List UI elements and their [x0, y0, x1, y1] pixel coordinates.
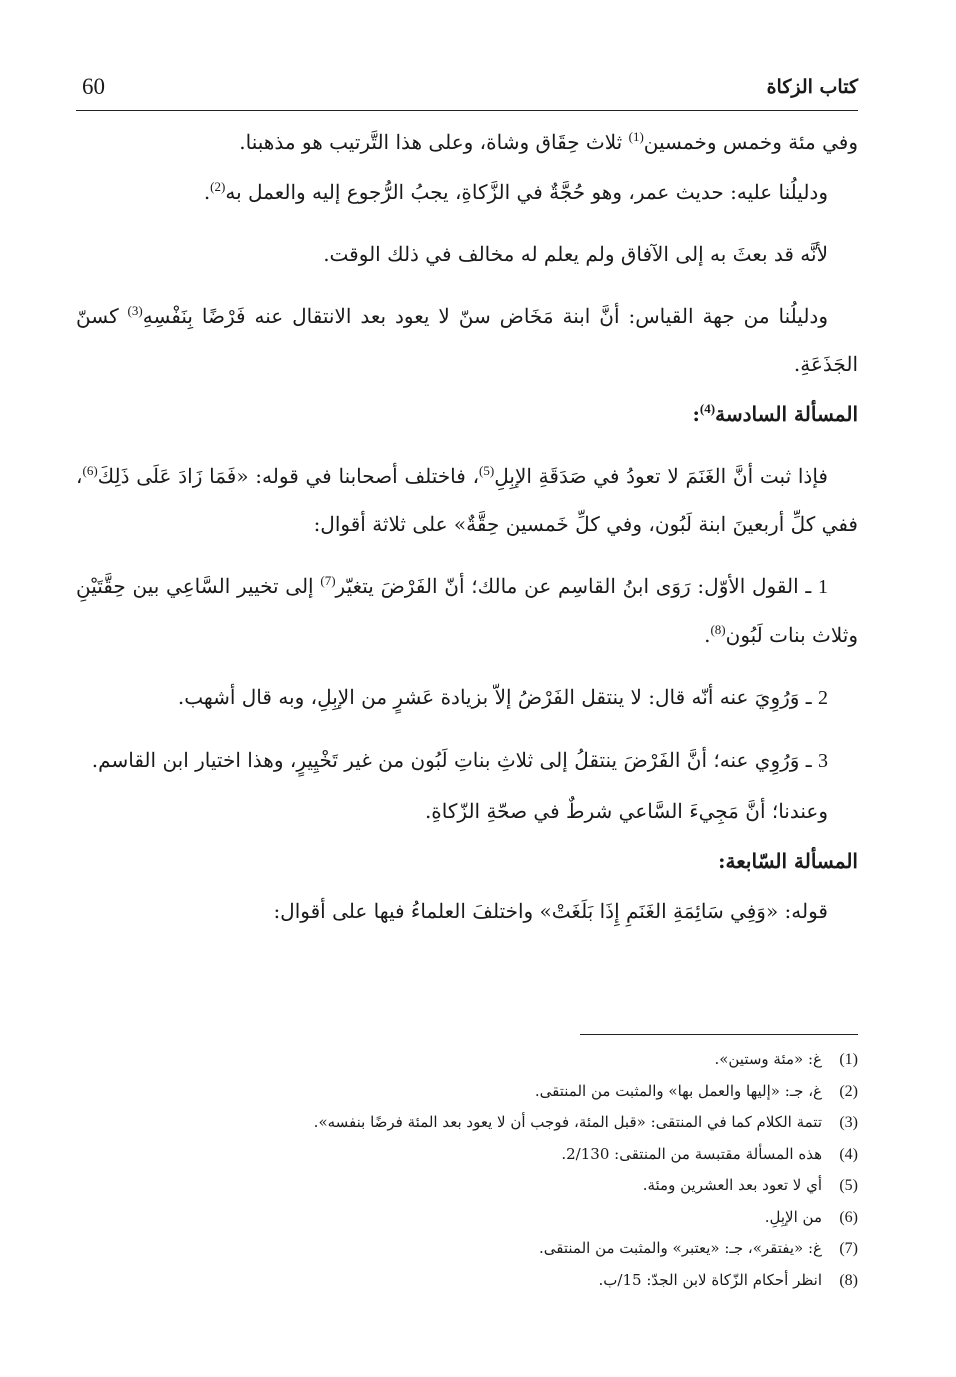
header-rule [76, 110, 858, 111]
heading-sixth-question: المسألة السادسة$^{(4)}$: [692, 401, 858, 426]
paragraph-8: 3 ـ وَرُوِي عنه؛ أنَّ الفَرْضَ ينتقلُ إلى ثلاثِ بناتِ لَبُون من غير تَخْيِيرٍ، وهذا اختيار ابن القاسم. [91, 748, 828, 772]
footnote-ref-6: (6) [82, 463, 98, 478]
footnote-number: (1) [839, 1051, 858, 1068]
footnote-item [178, 1076, 858, 1108]
footnote-rule [580, 1034, 858, 1035]
footnote-number: (4) [839, 1145, 858, 1163]
paragraph-4: ودليلُنا من جهة القياس: أنَّ ابنة مَخَاض سنّ لا يعود بعد الانتقال عنه فَرْضًا بِنَفْسِهِ$^{(3)}$ كسنّ الجَذَعَةِ. [76, 303, 858, 376]
footnote-ref-4: (4) [699, 401, 716, 416]
footnote-number: (7) [839, 1240, 858, 1257]
footnote-number: (8) [839, 1271, 858, 1289]
paragraph-6: 1 ـ القول الأوّل: رَوَى ابنُ القاسِم عن مالك؛ أنّ الفَرْضَ يتغيّر$^{(7)}$ إلى تخيير السَّاعِي بين حِقَّتَيْنِ وثلاث بنات لَبُون$^{(8)}$. [76, 573, 858, 647]
paragraph-7: 2 ـ وَرُوِيَ عنه أنّه قال: لا ينتقل الفَرْضُ إلاّ بزيادة عَشرٍ من الإبِلِ، وبه قال أشهب. [177, 685, 828, 709]
footnote-ref-1: (1) [628, 129, 644, 144]
footnote-item [178, 1107, 858, 1139]
heading-seventh-question: المسألة السّابعة: [718, 849, 858, 873]
paragraph-1: وفي مئة وخمس وخمسين$^{(1)}$ ثلاث حِقَاق وشاة، وعلى هذا التَّرتيب هو مذهبنا. [239, 129, 858, 154]
footnote-number: (5) [839, 1177, 858, 1194]
paragraph-5: فإذا ثبت أنَّ الغَنَمَ لا تعودُ في صَدَقَةِ الإبِلِ$^{(5)}$، فاختلف أصحابنا في قوله: «فَمَا زَادَ عَلَى ذَلِكَ$^{(6)}$، ففي كلِّ أربعينَ ابنة لَبُون، وفي كلِّ خَمسين حِقَّةٌ» على ثلاثة أقوال: [76, 463, 858, 536]
page-header [76, 72, 858, 106]
paragraph-3: لأنَّه قد بعثَ به إلى الآفاق ولم يعلم له مخالف في ذلك الوقت. [323, 242, 828, 266]
footnote-text: غ: «مئة وستين». [714, 1050, 822, 1068]
footnote-text: انظر أحكام الزّكاة لابن الجدّ: 15/ب. [598, 1270, 822, 1289]
footnote-ref-2: (2) [210, 179, 226, 194]
footnotes [178, 1044, 858, 1296]
footnote-item [178, 1265, 858, 1297]
page-number: 60 [82, 74, 105, 99]
paragraph-10: قوله: «وَفِي سَائِمَةِ الغَنَمِ إِذَا بَلَغَتْ» واختلفَ العلماءُ فيها على أقوال: [273, 899, 828, 923]
footnote-ref-3: (3) [127, 303, 143, 318]
footnote-item [178, 1170, 858, 1202]
main-text [76, 118, 858, 935]
footnote-ref-5: (5) [479, 463, 495, 478]
footnote-number: (6) [839, 1208, 858, 1226]
footnote-text: غ: «يفتقر»، جـ: «يعتبر» والمثبت من المنتقى. [539, 1239, 822, 1257]
footnote-number: (3) [839, 1114, 858, 1131]
footnote-text: هذه المسألة مقتبسة من المنتقى: 2/130. [561, 1144, 822, 1163]
footnote-ref-8: (8) [710, 622, 726, 637]
footnote-text: غ، جـ: «إليها والعمل بها» والمثبت من المنتقى. [534, 1081, 822, 1100]
footnote-text: أي لا تعود بعد العشرين ومئة. [642, 1176, 822, 1194]
paragraph-9: وعندنا؛ أنَّ مَجِيءَ السَّاعي شرطٌ في صحّةِ الزّكاةِ. [424, 799, 828, 823]
footnote-text: تتمة الكلام كما في المنتقى: «قبل المئة، فوجب أن لا يعود بعد المئة فرضًا بنفسه». [313, 1113, 822, 1131]
footnote-item [178, 1044, 858, 1076]
footnote-number: (2) [839, 1082, 858, 1100]
footnote-item [178, 1233, 858, 1265]
footnote-item [178, 1202, 858, 1234]
running-title: كتاب الزكاة [766, 76, 858, 98]
footnote-item [178, 1139, 858, 1171]
footnote-ref-7: (7) [320, 573, 336, 588]
footnote-text: من الإبِلِ. [764, 1207, 822, 1226]
paragraph-2: ودليلُنا عليه: حديث عمر، وهو حُجَّةٌ في الزَّكاةِ، يجبُ الرُّجوع إليه والعمل به$^{(2)}$. [203, 179, 828, 204]
